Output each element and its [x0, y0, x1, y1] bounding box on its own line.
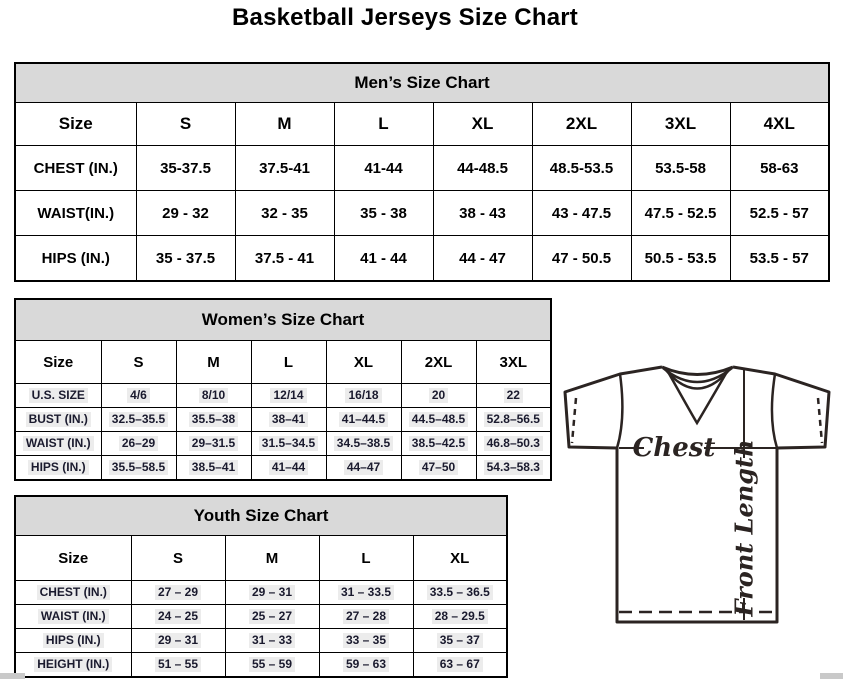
- youth-row-waist-in.-value-2: [319, 605, 413, 629]
- men-row-waist-in.-label: [15, 191, 136, 236]
- women-row-waist-in.-value-text-3: 34.5–38.5: [334, 436, 393, 451]
- youth-row-waist-in.-value-text-2: 27 – 28: [343, 609, 389, 624]
- youth-row-chest-in.-value-text-3: 33.5 – 36.5: [427, 585, 493, 600]
- men-row-hips-in.-value-text-0: 35 - 37.5: [155, 249, 216, 267]
- men-row-hips-in.-value-text-1: 37.5 - 41: [254, 249, 315, 267]
- jersey-right-cuff-dashed-line: [818, 398, 822, 443]
- men-row-chest-in.-value-1: [235, 146, 334, 191]
- youth-row-hips-in.-value-1: [225, 629, 319, 653]
- youth-row-chest-in.-label: [15, 581, 131, 605]
- women-row-waist-in.-label: [15, 432, 101, 456]
- men-row-waist-in.-value-text-0: 29 - 32: [162, 204, 209, 222]
- men-row-chest-in.-value-0: [136, 146, 235, 191]
- women-row-u.s.-size-value-text-2: 12/14: [270, 388, 306, 403]
- men-size-col-3xl: 3XL: [631, 103, 730, 146]
- men-row-waist-in.-value-5: [631, 191, 730, 236]
- youth-row-chest-in.-value-text-2: 31 – 33.5: [338, 585, 394, 600]
- women-size-col-3xl: 3XL: [476, 341, 551, 384]
- women-title-row: [15, 299, 551, 341]
- women-row-bust-in.-value-3: [326, 408, 401, 432]
- men-row-hips-in.-value-1: [235, 236, 334, 282]
- youth-row-chest-in.-value-2: [319, 581, 413, 605]
- women-row-bust-in.-value-text-5: 52.8–56.5: [484, 412, 543, 427]
- women-row-u.s.-size-value-text-4: 20: [429, 388, 448, 403]
- youth-row-hips-in.: [15, 629, 507, 653]
- youth-row-height-in.-value-text-0: 51 – 55: [155, 657, 201, 672]
- youth-row-hips-in.-value-text-3: 35 – 37: [437, 633, 483, 648]
- men-table-title: Men’s Size Chart: [15, 63, 829, 103]
- women-row-hips-in.-value-1: [176, 456, 251, 481]
- women-row-hips-in.-value-4: [401, 456, 476, 481]
- women-row-hips-in.-value-text-0: 35.5–58.5: [109, 460, 168, 475]
- men-row-hips-in.-value-text-3: 44 - 47: [459, 249, 506, 267]
- women-size-label: Size: [15, 341, 101, 384]
- men-size-col-l: L: [334, 103, 433, 146]
- womens-size-chart-table: [14, 298, 552, 481]
- men-row-hips-in.-value-6: [730, 236, 829, 282]
- men-row-chest-in.-label: [15, 146, 136, 191]
- men-size-col-4xl: 4XL: [730, 103, 829, 146]
- women-row-hips-in.-value-2: [251, 456, 326, 481]
- men-row-waist-in.-value-0: [136, 191, 235, 236]
- cutoff-fragment-right: [820, 673, 843, 679]
- men-row-waist-in.-value-text-4: 43 - 47.5: [551, 204, 612, 222]
- page-title: Basketball Jerseys Size Chart: [232, 4, 578, 31]
- men-row-waist-in.: [15, 191, 829, 236]
- men-row-waist-in.-value-1: [235, 191, 334, 236]
- women-row-bust-in.-value-text-4: 44.5–48.5: [409, 412, 468, 427]
- youth-row-chest-in.-value-1: [225, 581, 319, 605]
- youth-size-col-l: L: [319, 536, 413, 581]
- women-row-bust-in.-value-4: [401, 408, 476, 432]
- youth-size-chart-table: [14, 495, 508, 678]
- women-row-hips-in.-value-text-1: 38.5–41: [189, 460, 238, 475]
- men-row-hips-in.-value-5: [631, 236, 730, 282]
- jersey-left-armhole-seam: [617, 374, 622, 448]
- youth-title-row: [15, 496, 507, 536]
- men-row-chest-in.-value-2: [334, 146, 433, 191]
- women-row-u.s.-size-value-0: [101, 384, 176, 408]
- women-row-u.s.-size-value-1: [176, 384, 251, 408]
- women-row-hips-in.-value-text-2: 41–44: [269, 460, 308, 475]
- women-row-bust-in.-value-5: [476, 408, 551, 432]
- youth-row-height-in.-value-2: [319, 653, 413, 678]
- women-size-col-l: L: [251, 341, 326, 384]
- youth-row-hips-in.-value-text-2: 33 – 35: [343, 633, 389, 648]
- youth-row-chest-in.-value-3: [413, 581, 507, 605]
- men-row-chest-in.-value-text-2: 41-44: [364, 159, 403, 177]
- youth-row-chest-in.: [15, 581, 507, 605]
- men-row-waist-in.-value-text-3: 38 - 43: [459, 204, 506, 222]
- men-row-chest-in.-value-4: [532, 146, 631, 191]
- youth-row-waist-in.-value-text-3: 28 – 29.5: [432, 609, 488, 624]
- women-row-hips-in.-value-text-5: 54.3–58.3: [484, 460, 543, 475]
- women-size-col-xl: XL: [326, 341, 401, 384]
- women-row-bust-in.-value-text-2: 38–41: [269, 412, 308, 427]
- jersey-measurement-diagram: [548, 358, 843, 643]
- women-row-u.s.-size-value-text-3: 16/18: [345, 388, 381, 403]
- women-row-bust-in.-value-0: [101, 408, 176, 432]
- women-row-waist-in.-value-2: [251, 432, 326, 456]
- men-size-header-row: [15, 103, 829, 146]
- men-row-chest-in.-value-3: [433, 146, 532, 191]
- women-row-u.s.-size-value-text-0: 4/6: [127, 388, 150, 403]
- men-size-col-2xl: 2XL: [532, 103, 631, 146]
- youth-size-col-s: S: [131, 536, 225, 581]
- youth-row-waist-in.: [15, 605, 507, 629]
- youth-row-height-in.-value-3: [413, 653, 507, 678]
- men-row-chest-in.-value-text-5: 53.5-58: [655, 159, 706, 177]
- jersey-left-cuff-dashed-line: [572, 398, 576, 443]
- women-table-title: Women’s Size Chart: [15, 299, 551, 341]
- youth-row-chest-in.-value-0: [131, 581, 225, 605]
- women-row-hips-in.-value-5: [476, 456, 551, 481]
- women-row-waist-in.-value-text-0: 26–29: [119, 436, 158, 451]
- youth-size-col-m: M: [225, 536, 319, 581]
- men-row-waist-in.-value-text-6: 52.5 - 57: [749, 204, 809, 222]
- youth-row-waist-in.-value-3: [413, 605, 507, 629]
- men-row-waist-in.-label-text: WAIST(IN.): [37, 204, 115, 222]
- men-row-waist-in.-value-4: [532, 191, 631, 236]
- youth-row-height-in.-value-0: [131, 653, 225, 678]
- women-row-bust-in.: [15, 408, 551, 432]
- youth-row-height-in.-label: [15, 653, 131, 678]
- men-row-hips-in.-label: [15, 236, 136, 282]
- women-row-bust-in.-value-2: [251, 408, 326, 432]
- youth-row-hips-in.-value-text-1: 31 – 33: [249, 633, 295, 648]
- women-size-header-row: [15, 341, 551, 384]
- youth-row-waist-in.-value-text-1: 25 – 27: [249, 609, 295, 624]
- women-row-u.s.-size-label: [15, 384, 101, 408]
- women-row-waist-in.-value-5: [476, 432, 551, 456]
- women-row-u.s.-size-value-2: [251, 384, 326, 408]
- women-size-col-2xl: 2XL: [401, 341, 476, 384]
- men-row-chest-in.-value-6: [730, 146, 829, 191]
- men-row-hips-in.-value-3: [433, 236, 532, 282]
- men-row-hips-in.-label-text: HIPS (IN.): [41, 249, 110, 267]
- men-row-chest-in.-value-text-6: 58-63: [760, 159, 799, 177]
- women-row-waist-in.-value-1: [176, 432, 251, 456]
- youth-row-chest-in.-value-text-0: 27 – 29: [155, 585, 201, 600]
- youth-row-height-in.-value-text-3: 63 – 67: [437, 657, 483, 672]
- men-size-col-xl: XL: [433, 103, 532, 146]
- men-size-col-m: M: [235, 103, 334, 146]
- women-size-col-m: M: [176, 341, 251, 384]
- men-row-waist-in.-value-text-5: 47.5 - 52.5: [644, 204, 717, 222]
- women-row-bust-in.-label: [15, 408, 101, 432]
- men-row-hips-in.: [15, 236, 829, 282]
- women-row-u.s.-size-value-5: [476, 384, 551, 408]
- men-row-hips-in.-value-text-4: 47 - 50.5: [551, 249, 612, 267]
- men-row-chest-in.-value-text-3: 44-48.5: [457, 159, 508, 177]
- women-row-waist-in.: [15, 432, 551, 456]
- men-row-hips-in.-value-text-2: 41 - 44: [360, 249, 407, 267]
- men-row-waist-in.-value-6: [730, 191, 829, 236]
- women-row-waist-in.-value-text-4: 38.5–42.5: [409, 436, 468, 451]
- youth-size-col-xl: XL: [413, 536, 507, 581]
- women-row-hips-in.-value-0: [101, 456, 176, 481]
- women-row-u.s.-size-label-text: U.S. SIZE: [29, 388, 88, 403]
- youth-row-height-in.-value-text-2: 59 – 63: [343, 657, 389, 672]
- women-row-u.s.-size-value-text-1: 8/10: [199, 388, 228, 403]
- men-row-chest-in.-value-5: [631, 146, 730, 191]
- men-row-chest-in.-value-text-0: 35-37.5: [160, 159, 211, 177]
- women-size-col-s: S: [101, 341, 176, 384]
- men-row-hips-in.-value-4: [532, 236, 631, 282]
- youth-size-label: Size: [15, 536, 131, 581]
- women-row-u.s.-size-value-4: [401, 384, 476, 408]
- women-row-bust-in.-value-text-1: 35.5–38: [189, 412, 238, 427]
- youth-row-hips-in.-label-text: HIPS (IN.): [43, 633, 104, 648]
- men-row-chest-in.-label-text: CHEST (IN.): [33, 159, 118, 177]
- youth-row-chest-in.-label-text: CHEST (IN.): [37, 585, 110, 600]
- women-row-bust-in.-value-text-3: 41–44.5: [339, 412, 388, 427]
- youth-row-waist-in.-label-text: WAIST (IN.): [38, 609, 109, 624]
- jersey-right-armhole-seam: [772, 374, 777, 448]
- youth-row-waist-in.-value-0: [131, 605, 225, 629]
- men-row-waist-in.-value-3: [433, 191, 532, 236]
- youth-row-waist-in.-value-1: [225, 605, 319, 629]
- men-title-row: [15, 63, 829, 103]
- men-size-col-s: S: [136, 103, 235, 146]
- jersey-outline: [565, 367, 829, 622]
- youth-size-header-row: [15, 536, 507, 581]
- youth-row-hips-in.-value-0: [131, 629, 225, 653]
- women-row-waist-in.-value-text-5: 46.8–50.3: [484, 436, 543, 451]
- youth-row-hips-in.-label: [15, 629, 131, 653]
- youth-row-height-in.-value-text-1: 55 – 59: [249, 657, 295, 672]
- women-row-hips-in.-value-text-3: 44–47: [344, 460, 383, 475]
- women-row-waist-in.-label-text: WAIST (IN.): [23, 436, 94, 451]
- women-row-hips-in.-label: [15, 456, 101, 481]
- youth-row-waist-in.-value-text-0: 24 – 25: [155, 609, 201, 624]
- women-row-u.s.-size: [15, 384, 551, 408]
- women-row-hips-in.-value-3: [326, 456, 401, 481]
- women-row-bust-in.-label-text: BUST (IN.): [26, 412, 91, 427]
- youth-row-hips-in.-value-2: [319, 629, 413, 653]
- women-row-waist-in.-value-3: [326, 432, 401, 456]
- men-row-hips-in.-value-2: [334, 236, 433, 282]
- youth-row-height-in.: [15, 653, 507, 678]
- men-row-waist-in.-value-text-1: 32 - 35: [261, 204, 308, 222]
- women-row-waist-in.-value-4: [401, 432, 476, 456]
- women-row-u.s.-size-value-3: [326, 384, 401, 408]
- women-row-waist-in.-value-0: [101, 432, 176, 456]
- women-row-waist-in.-value-text-1: 29–31.5: [189, 436, 238, 451]
- cutoff-fragment-left: [0, 673, 25, 679]
- men-row-hips-in.-value-0: [136, 236, 235, 282]
- chest-label: Chest: [632, 433, 716, 463]
- men-row-waist-in.-value-2: [334, 191, 433, 236]
- women-row-hips-in.-value-text-4: 47–50: [419, 460, 458, 475]
- youth-table-title: Youth Size Chart: [15, 496, 507, 536]
- youth-row-height-in.-value-1: [225, 653, 319, 678]
- women-row-waist-in.-value-text-2: 31.5–34.5: [259, 436, 318, 451]
- men-row-chest-in.: [15, 146, 829, 191]
- women-row-hips-in.: [15, 456, 551, 481]
- youth-row-chest-in.-value-text-1: 29 – 31: [249, 585, 295, 600]
- front-length-label: Front Length: [729, 439, 759, 617]
- men-row-chest-in.-value-text-4: 48.5-53.5: [549, 159, 614, 177]
- women-row-bust-in.-value-text-0: 32.5–35.5: [109, 412, 168, 427]
- youth-row-height-in.-label-text: HEIGHT (IN.): [34, 657, 112, 672]
- youth-row-hips-in.-value-3: [413, 629, 507, 653]
- mens-size-chart-table: [14, 62, 830, 282]
- men-row-chest-in.-value-text-1: 37.5-41: [259, 159, 310, 177]
- youth-row-hips-in.-value-text-0: 29 – 31: [155, 633, 201, 648]
- men-size-label: Size: [15, 103, 136, 146]
- men-row-waist-in.-value-text-2: 35 - 38: [360, 204, 407, 222]
- women-row-bust-in.-value-1: [176, 408, 251, 432]
- women-row-hips-in.-label-text: HIPS (IN.): [28, 460, 89, 475]
- men-row-hips-in.-value-text-5: 50.5 - 53.5: [644, 249, 717, 267]
- youth-row-waist-in.-label: [15, 605, 131, 629]
- women-row-u.s.-size-value-text-5: 22: [504, 388, 523, 403]
- men-row-hips-in.-value-text-6: 53.5 - 57: [749, 249, 809, 267]
